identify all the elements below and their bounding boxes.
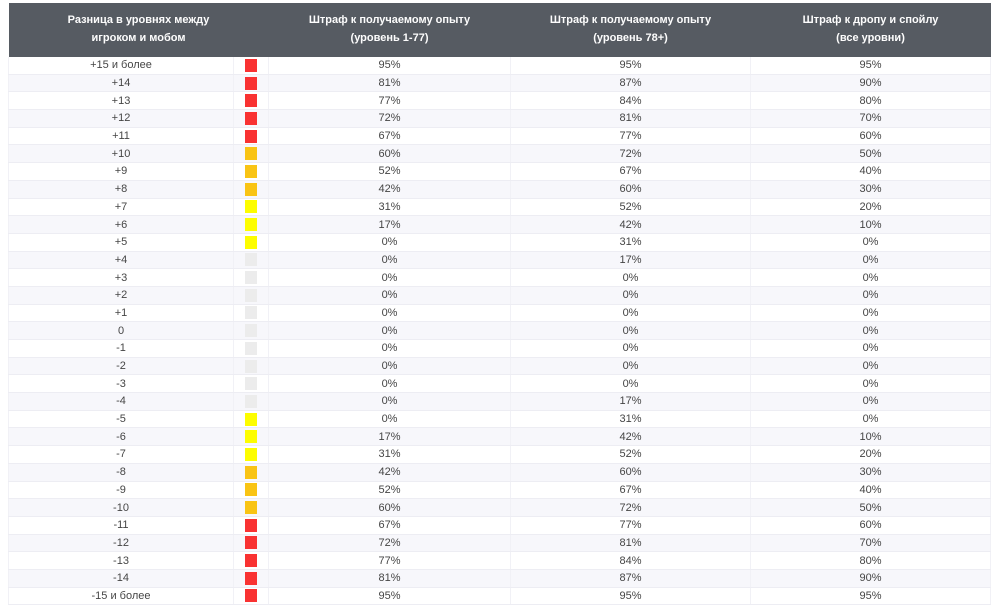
exp-penalty-1-77-cell: 0%: [269, 393, 511, 411]
severity-swatch-cell: [234, 587, 269, 605]
level-diff-cell: +7: [9, 198, 234, 216]
drop-spoil-penalty-cell: 70%: [751, 110, 991, 128]
table-row: [9, 74, 991, 92]
severity-swatch-cell: [234, 198, 269, 216]
severity-swatch: [245, 200, 257, 213]
table-row: [9, 481, 991, 499]
drop-spoil-penalty-cell: 40%: [751, 163, 991, 181]
exp-penalty-1-77-cell: 0%: [269, 269, 511, 287]
exp-penalty-1-77-cell: 0%: [269, 322, 511, 340]
table-row: [9, 269, 991, 287]
drop-spoil-penalty-cell: 50%: [751, 499, 991, 517]
drop-spoil-penalty-cell: 20%: [751, 446, 991, 464]
exp-penalty-1-77-cell: 52%: [269, 163, 511, 181]
exp-penalty-1-77-cell: 0%: [269, 233, 511, 251]
exp-penalty-78plus-cell: 52%: [511, 198, 751, 216]
exp-penalty-78plus-cell: 81%: [511, 110, 751, 128]
level-diff-cell: -15 и более: [9, 587, 234, 605]
drop-spoil-penalty-cell: 60%: [751, 516, 991, 534]
severity-swatch-cell: [234, 269, 269, 287]
drop-spoil-penalty-cell: 10%: [751, 216, 991, 234]
exp-penalty-78plus-cell: 95%: [511, 57, 751, 74]
header-drop-spoil-penalty-line1: Штраф к дропу и спойлу: [802, 14, 939, 27]
header-drop-spoil-penalty: [751, 3, 991, 57]
exp-penalty-78plus-cell: 42%: [511, 216, 751, 234]
severity-swatch-cell: [234, 145, 269, 163]
severity-swatch-cell: [234, 322, 269, 340]
exp-penalty-1-77-cell: 81%: [269, 74, 511, 92]
exp-penalty-78plus-cell: 81%: [511, 534, 751, 552]
drop-spoil-penalty-cell: 95%: [751, 57, 991, 74]
severity-swatch-cell: [234, 481, 269, 499]
severity-swatch: [245, 94, 257, 107]
level-diff-cell: +14: [9, 74, 234, 92]
header-row: [9, 3, 991, 57]
exp-penalty-1-77-cell: 17%: [269, 428, 511, 446]
severity-swatch-cell: [234, 569, 269, 587]
table-row: [9, 180, 991, 198]
severity-swatch-cell: [234, 428, 269, 446]
exp-penalty-1-77-cell: 60%: [269, 145, 511, 163]
table-row: [9, 198, 991, 216]
exp-penalty-78plus-cell: 0%: [511, 286, 751, 304]
header-level-difference-line2: игроком и мобом: [91, 32, 186, 44]
drop-spoil-penalty-cell: 0%: [751, 286, 991, 304]
level-penalty-table: [8, 3, 991, 605]
table-row: [9, 233, 991, 251]
table-row: [9, 251, 991, 269]
level-diff-cell: +3: [9, 269, 234, 287]
drop-spoil-penalty-cell: 0%: [751, 251, 991, 269]
level-diff-cell: +15 и более: [9, 57, 234, 74]
header-exp-penalty-1-77-line1: Штраф к получаемому опыту: [308, 14, 471, 27]
severity-swatch-cell: [234, 463, 269, 481]
level-diff-cell: +2: [9, 286, 234, 304]
exp-penalty-78plus-cell: 84%: [511, 92, 751, 110]
exp-penalty-1-77-cell: 42%: [269, 463, 511, 481]
severity-swatch-cell: [234, 304, 269, 322]
drop-spoil-penalty-cell: 0%: [751, 393, 991, 411]
exp-penalty-1-77-cell: 31%: [269, 446, 511, 464]
severity-swatch-cell: [234, 357, 269, 375]
exp-penalty-1-77-cell: 0%: [269, 357, 511, 375]
severity-swatch: [245, 218, 257, 231]
severity-swatch: [245, 377, 257, 390]
exp-penalty-78plus-cell: 31%: [511, 233, 751, 251]
severity-swatch: [245, 306, 257, 319]
header-exp-penalty-78plus-line2: (уровень 78+): [593, 32, 668, 44]
exp-penalty-1-77-cell: 0%: [269, 251, 511, 269]
table-row: [9, 534, 991, 552]
severity-swatch: [245, 430, 257, 443]
severity-swatch: [245, 589, 257, 602]
exp-penalty-1-77-cell: 60%: [269, 499, 511, 517]
exp-penalty-1-77-cell: 77%: [269, 552, 511, 570]
exp-penalty-1-77-cell: 67%: [269, 127, 511, 145]
table-body: [9, 57, 991, 605]
table-row: [9, 92, 991, 110]
severity-swatch: [245, 165, 257, 178]
drop-spoil-penalty-cell: 0%: [751, 269, 991, 287]
level-diff-cell: 0: [9, 322, 234, 340]
exp-penalty-1-77-cell: 72%: [269, 110, 511, 128]
exp-penalty-1-77-cell: 0%: [269, 286, 511, 304]
exp-penalty-78plus-cell: 31%: [511, 410, 751, 428]
level-diff-cell: +11: [9, 127, 234, 145]
table-row: [9, 516, 991, 534]
header-exp-penalty-1-77-line2: (уровень 1-77): [350, 32, 429, 44]
level-diff-cell: -6: [9, 428, 234, 446]
level-diff-cell: +1: [9, 304, 234, 322]
exp-penalty-78plus-cell: 17%: [511, 393, 751, 411]
level-diff-cell: -9: [9, 481, 234, 499]
severity-swatch: [245, 77, 257, 90]
severity-swatch: [245, 112, 257, 125]
exp-penalty-1-77-cell: 81%: [269, 569, 511, 587]
severity-swatch-cell: [234, 180, 269, 198]
exp-penalty-78plus-cell: 67%: [511, 481, 751, 499]
drop-spoil-penalty-cell: 0%: [751, 304, 991, 322]
table-row: [9, 446, 991, 464]
level-diff-cell: +13: [9, 92, 234, 110]
exp-penalty-1-77-cell: 95%: [269, 57, 511, 74]
drop-spoil-penalty-cell: 50%: [751, 145, 991, 163]
exp-penalty-78plus-cell: 0%: [511, 357, 751, 375]
severity-swatch: [245, 183, 257, 196]
exp-penalty-1-77-cell: 67%: [269, 516, 511, 534]
table-row: [9, 375, 991, 393]
severity-swatch: [245, 342, 257, 355]
severity-swatch-cell: [234, 216, 269, 234]
drop-spoil-penalty-cell: 60%: [751, 127, 991, 145]
level-diff-cell: -11: [9, 516, 234, 534]
drop-spoil-penalty-cell: 30%: [751, 180, 991, 198]
table-row: [9, 587, 991, 605]
header-exp-penalty-78plus-line1: Штраф к получаемому опыту: [549, 14, 712, 27]
table-row: [9, 145, 991, 163]
drop-spoil-penalty-cell: 0%: [751, 375, 991, 393]
level-diff-cell: +10: [9, 145, 234, 163]
exp-penalty-78plus-cell: 0%: [511, 340, 751, 358]
exp-penalty-78plus-cell: 0%: [511, 304, 751, 322]
header-level-difference-line1: Разница в уровнях между: [67, 14, 210, 27]
severity-swatch-cell: [234, 375, 269, 393]
exp-penalty-78plus-cell: 72%: [511, 499, 751, 517]
severity-swatch: [245, 501, 257, 514]
drop-spoil-penalty-cell: 90%: [751, 74, 991, 92]
severity-swatch: [245, 130, 257, 143]
drop-spoil-penalty-cell: 40%: [751, 481, 991, 499]
exp-penalty-78plus-cell: 42%: [511, 428, 751, 446]
exp-penalty-1-77-cell: 0%: [269, 340, 511, 358]
severity-swatch: [245, 572, 257, 585]
level-diff-cell: -13: [9, 552, 234, 570]
header-exp-penalty-78plus: [511, 3, 751, 57]
drop-spoil-penalty-cell: 70%: [751, 534, 991, 552]
exp-penalty-78plus-cell: 77%: [511, 127, 751, 145]
level-diff-cell: -4: [9, 393, 234, 411]
drop-spoil-penalty-cell: 0%: [751, 410, 991, 428]
severity-swatch-cell: [234, 446, 269, 464]
level-diff-cell: +9: [9, 163, 234, 181]
exp-penalty-78plus-cell: 77%: [511, 516, 751, 534]
drop-spoil-penalty-cell: 0%: [751, 322, 991, 340]
severity-swatch-cell: [234, 410, 269, 428]
table-row: [9, 163, 991, 181]
level-diff-cell: +8: [9, 180, 234, 198]
severity-swatch: [245, 395, 257, 408]
exp-penalty-78plus-cell: 72%: [511, 145, 751, 163]
severity-swatch-cell: [234, 499, 269, 517]
severity-swatch-cell: [234, 534, 269, 552]
drop-spoil-penalty-cell: 90%: [751, 569, 991, 587]
severity-swatch: [245, 59, 257, 72]
drop-spoil-penalty-cell: 10%: [751, 428, 991, 446]
exp-penalty-78plus-cell: 17%: [511, 251, 751, 269]
severity-swatch: [245, 271, 257, 284]
table-row: [9, 340, 991, 358]
severity-swatch-cell: [234, 393, 269, 411]
severity-swatch: [245, 466, 257, 479]
level-diff-cell: +4: [9, 251, 234, 269]
severity-swatch: [245, 413, 257, 426]
exp-penalty-78plus-cell: 87%: [511, 74, 751, 92]
drop-spoil-penalty-cell: 80%: [751, 552, 991, 570]
table-row: [9, 499, 991, 517]
level-diff-cell: -5: [9, 410, 234, 428]
severity-swatch: [245, 147, 257, 160]
header-drop-spoil-penalty-line2: (все уровни): [836, 32, 905, 44]
exp-penalty-1-77-cell: 0%: [269, 410, 511, 428]
severity-swatch-cell: [234, 233, 269, 251]
exp-penalty-1-77-cell: 17%: [269, 216, 511, 234]
exp-penalty-1-77-cell: 52%: [269, 481, 511, 499]
level-diff-cell: -2: [9, 357, 234, 375]
table-row: [9, 57, 991, 74]
header-exp-penalty-1-77: [269, 3, 511, 57]
severity-swatch: [245, 253, 257, 266]
table-row: [9, 304, 991, 322]
exp-penalty-78plus-cell: 52%: [511, 446, 751, 464]
table-row: [9, 569, 991, 587]
severity-swatch: [245, 324, 257, 337]
table-row: [9, 357, 991, 375]
table-row: [9, 552, 991, 570]
severity-swatch: [245, 483, 257, 496]
severity-swatch-cell: [234, 110, 269, 128]
drop-spoil-penalty-cell: 20%: [751, 198, 991, 216]
drop-spoil-penalty-cell: 0%: [751, 357, 991, 375]
level-diff-cell: +5: [9, 233, 234, 251]
exp-penalty-1-77-cell: 72%: [269, 534, 511, 552]
exp-penalty-78plus-cell: 87%: [511, 569, 751, 587]
table-row: [9, 216, 991, 234]
severity-swatch-cell: [234, 127, 269, 145]
severity-swatch: [245, 536, 257, 549]
table-row: [9, 110, 991, 128]
level-diff-cell: -7: [9, 446, 234, 464]
level-diff-cell: +12: [9, 110, 234, 128]
severity-swatch: [245, 448, 257, 461]
exp-penalty-78plus-cell: 95%: [511, 587, 751, 605]
drop-spoil-penalty-cell: 30%: [751, 463, 991, 481]
level-diff-cell: -12: [9, 534, 234, 552]
exp-penalty-1-77-cell: 0%: [269, 304, 511, 322]
table-row: [9, 393, 991, 411]
table-row: [9, 127, 991, 145]
exp-penalty-78plus-cell: 60%: [511, 463, 751, 481]
drop-spoil-penalty-cell: 0%: [751, 233, 991, 251]
level-diff-cell: -3: [9, 375, 234, 393]
severity-swatch: [245, 519, 257, 532]
level-diff-cell: -1: [9, 340, 234, 358]
severity-swatch-cell: [234, 251, 269, 269]
exp-penalty-78plus-cell: 84%: [511, 552, 751, 570]
drop-spoil-penalty-cell: 80%: [751, 92, 991, 110]
severity-swatch-cell: [234, 57, 269, 74]
header-level-difference: [9, 3, 269, 57]
severity-swatch-cell: [234, 286, 269, 304]
drop-spoil-penalty-cell: 95%: [751, 587, 991, 605]
exp-penalty-1-77-cell: 95%: [269, 587, 511, 605]
exp-penalty-1-77-cell: 77%: [269, 92, 511, 110]
severity-swatch: [245, 289, 257, 302]
table-row: [9, 428, 991, 446]
table-row: [9, 410, 991, 428]
exp-penalty-78plus-cell: 67%: [511, 163, 751, 181]
severity-swatch-cell: [234, 552, 269, 570]
table-header: [9, 3, 991, 57]
level-diff-cell: +6: [9, 216, 234, 234]
exp-penalty-78plus-cell: 0%: [511, 322, 751, 340]
severity-swatch-cell: [234, 92, 269, 110]
exp-penalty-78plus-cell: 60%: [511, 180, 751, 198]
level-diff-cell: -10: [9, 499, 234, 517]
drop-spoil-penalty-cell: 0%: [751, 340, 991, 358]
severity-swatch-cell: [234, 163, 269, 181]
table-row: [9, 286, 991, 304]
exp-penalty-78plus-cell: 0%: [511, 269, 751, 287]
severity-swatch-cell: [234, 516, 269, 534]
exp-penalty-1-77-cell: 31%: [269, 198, 511, 216]
severity-swatch: [245, 360, 257, 373]
exp-penalty-1-77-cell: 42%: [269, 180, 511, 198]
severity-swatch: [245, 554, 257, 567]
severity-swatch-cell: [234, 74, 269, 92]
level-diff-cell: -8: [9, 463, 234, 481]
exp-penalty-78plus-cell: 0%: [511, 375, 751, 393]
severity-swatch-cell: [234, 340, 269, 358]
exp-penalty-1-77-cell: 0%: [269, 375, 511, 393]
table-row: [9, 463, 991, 481]
severity-swatch: [245, 236, 257, 249]
level-diff-cell: -14: [9, 569, 234, 587]
table-row: [9, 322, 991, 340]
